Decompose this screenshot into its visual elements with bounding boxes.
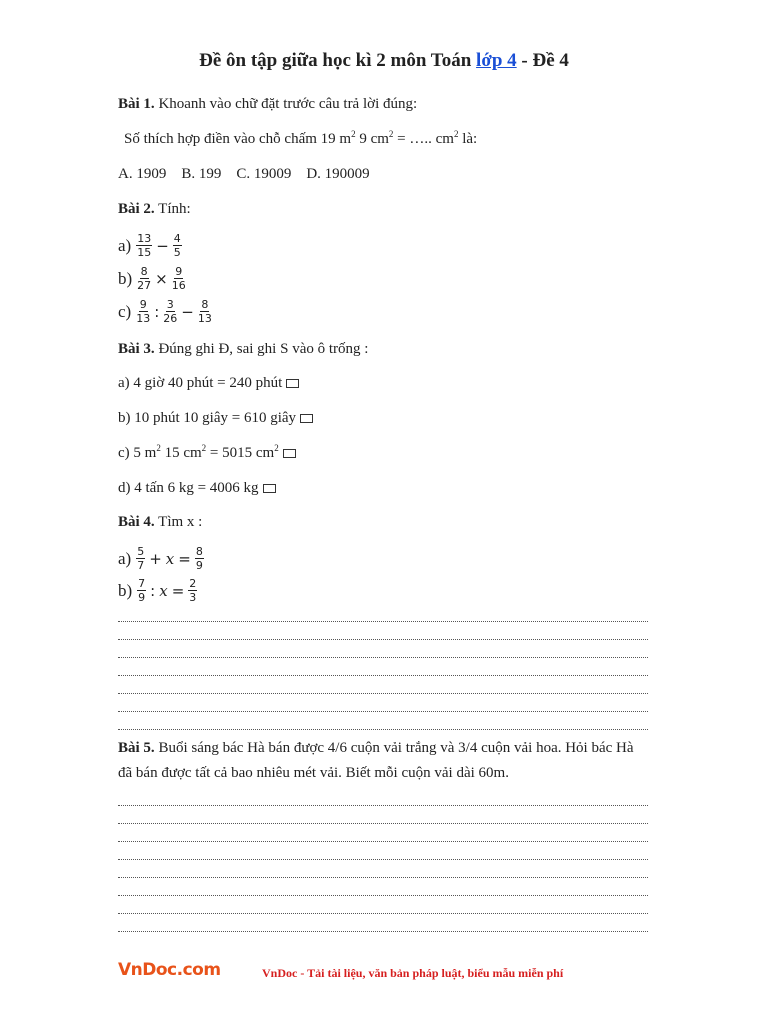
exercise-4b: b) $\frac{7}{9}$ : x = $\frac{2}{3}$	[118, 577, 197, 604]
answer-line[interactable]	[118, 894, 648, 896]
answer-box[interactable]	[283, 449, 296, 458]
answer-line[interactable]	[118, 656, 648, 658]
vndoc-logo[interactable]: VnDoc.com	[118, 960, 221, 980]
answer-line[interactable]	[118, 710, 648, 712]
answer-line[interactable]	[118, 638, 648, 640]
answer-line[interactable]	[118, 930, 648, 932]
answer-line[interactable]	[118, 674, 648, 676]
exercise-3d: d) 4 tấn 6 kg = 4006 kg	[118, 480, 276, 497]
answer-line[interactable]	[118, 912, 648, 914]
page-title: Đề ôn tập giữa học kì 2 môn Toán lớp 4 - Đề 4	[199, 50, 569, 71]
exercise-2-heading: Bài 2. Tính:	[118, 201, 191, 217]
answer-line[interactable]	[118, 804, 648, 806]
exercise-4-heading: Bài 4. Tìm x :	[118, 514, 203, 530]
exercise-2b: b) $\frac{8}{27}$ × $\frac{9}{16}$	[118, 265, 186, 292]
answer-line[interactable]	[118, 620, 648, 622]
exercise-2c: c) $\frac{9}{13}$ : $\frac{3}{26}$ − $\frac{8}{13}$	[118, 298, 212, 325]
answer-line[interactable]	[118, 876, 648, 878]
exercise-1-options: A. 1909 B. 199 C. 19009 D. 190009	[118, 166, 370, 182]
exercise-1-question: Số thích hợp điền vào chỗ chấm 19 $m^2$ 9 $cm^2$ = ….. $cm^2$ là:	[124, 129, 478, 147]
exercise-2a: a) $\frac{13}{15}$ − $\frac{4}{5}$	[118, 232, 181, 259]
answer-line[interactable]	[118, 822, 648, 824]
exercise-3a: a) 4 giờ 40 phút = 240 phút	[118, 375, 299, 392]
grade-link[interactable]: lớp 4	[476, 50, 517, 71]
exercise-1-heading: Bài 1. Khoanh vào chữ đặt trước câu trả lời đúng:	[118, 96, 418, 112]
exercise-3c: c) 5 $m^2$ 15 $cm^2 = 5015$ $cm^2$	[118, 445, 296, 462]
answer-line[interactable]	[118, 692, 648, 694]
answer-line[interactable]	[118, 840, 648, 842]
footer-tagline: VnDoc - Tải tài liệu, văn bản pháp luật, biểu mẫu miễn phí	[262, 966, 564, 980]
exercise-5: Bài 5. Buổi sáng bác Hà bán được 4/6 cuộn vải trắng và 3/4 cuộn vải hoa. Hỏi bác Hà đã bán được tất cả bao nhiêu mét vải. Biết mỗi cuộn vải dài 60m.	[118, 740, 634, 781]
answer-box[interactable]	[286, 379, 299, 388]
exercise-4a: a) $\frac{5}{7}$ + x = $\frac{8}{9}$	[118, 545, 203, 572]
answer-line[interactable]	[118, 728, 648, 730]
exercise-3-heading: Bài 3. Đúng ghi Đ, sai ghi S vào ô trống :	[118, 341, 369, 357]
answer-box[interactable]	[263, 484, 276, 493]
answer-line[interactable]	[118, 858, 648, 860]
exercise-3b: b) 10 phút 10 giây = 610 giây	[118, 410, 313, 427]
answer-box[interactable]	[300, 414, 313, 423]
